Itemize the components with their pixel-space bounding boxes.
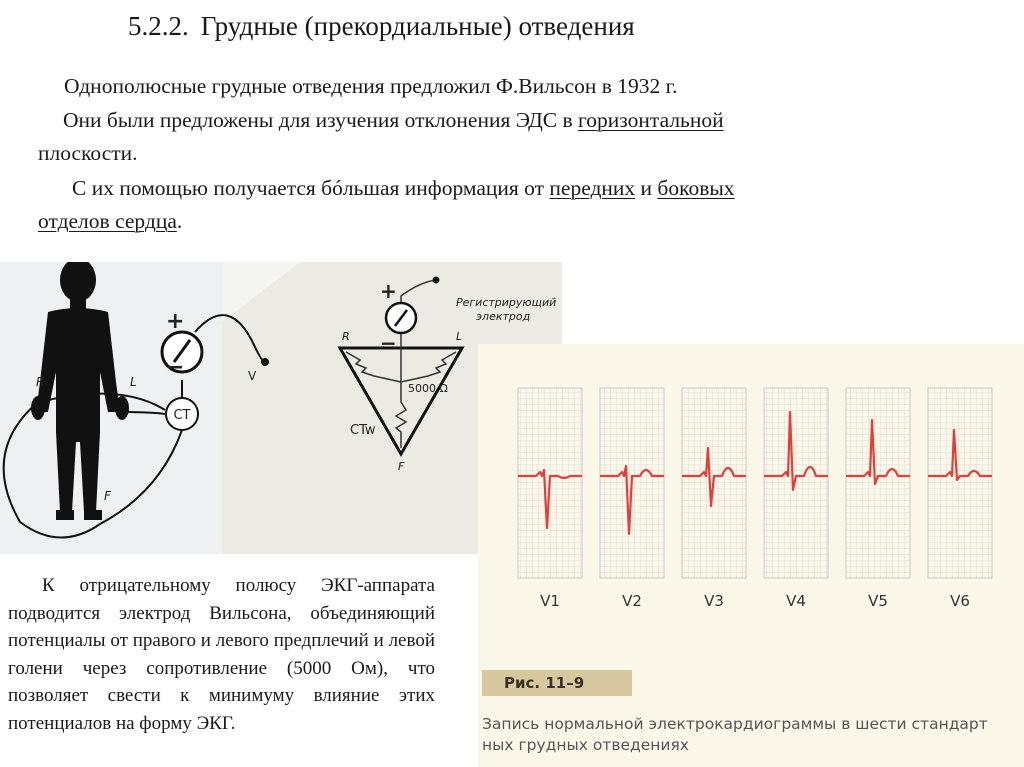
intro-line-2-start: Они были предложены для изучения отклонения ЭДС в <box>63 108 579 132</box>
ecg-strips <box>518 388 992 610</box>
ecg-grid-v5 <box>846 388 910 578</box>
lead-label-v4: V4 <box>786 592 806 610</box>
term-horizontal: горизонтальной <box>578 108 724 132</box>
intro-line-3-start: С их помощью получается бóльшая информация от <box>72 176 550 200</box>
figure-caption-line-2: ных грудных отведениях <box>482 736 689 754</box>
electrode-label-2: электрод <box>476 310 531 323</box>
minus-sign-right: − <box>380 331 397 355</box>
ecg-strips-svg <box>478 344 1024 664</box>
figure-caption-line-1: Запись нормальной электрокардиограммы в шести стандарт <box>482 715 988 733</box>
figure-caption <box>482 714 1024 756</box>
section-number: 5.2.2. <box>128 11 189 41</box>
lead-label-v1: V1 <box>540 592 560 610</box>
intro-line-2-end: плоскости. <box>38 141 138 165</box>
f-label-right: F <box>398 460 405 473</box>
electrode-label-1: Регистрирующий <box>456 296 557 309</box>
ecg-figure <box>478 344 1024 767</box>
slide-title <box>128 8 635 44</box>
intro-line-3-mid: и <box>635 176 658 200</box>
plus-sign-right: + <box>380 279 397 303</box>
wilson-caption-text: К отрицательному полюсу ЭКГ-аппарата подводится электрод Вильсона, объединяющий потенциалы от правого и левого предплечий и левой голени через сопротивление (5000 Ом), что позволяет свести к минимуму влияние этих потенциалов на форму ЭКГ. <box>8 575 435 734</box>
lead-label-v3: V3 <box>704 592 724 610</box>
r-label-left: R <box>36 375 45 389</box>
paper-fold <box>222 262 300 322</box>
ecg-grid-v6 <box>928 388 992 578</box>
plus-sign-left: + <box>166 309 185 334</box>
section-title: Грудные (прекордиальные) отведения <box>200 11 635 41</box>
intro-paragraph-2 <box>38 104 968 170</box>
resistance-label: 5000 Ω <box>408 382 448 395</box>
term-lateral: боковых <box>657 176 735 200</box>
l-label-right: L <box>456 330 463 343</box>
intro-line-1: Однополюсные грудные отведения предложил Ф.Вильсон в 1932 г. <box>64 74 678 98</box>
term-anterior: передних <box>549 176 636 200</box>
ct-label: CT <box>173 408 191 423</box>
intro-line-3-end: . <box>176 209 183 233</box>
figure-number: Рис. 11–9 <box>482 670 632 696</box>
lead-label-v5: V5 <box>868 592 888 610</box>
intro-paragraph-3 <box>38 172 968 238</box>
recording-electrode <box>433 277 440 284</box>
limb-wires <box>4 315 265 537</box>
v-label: V <box>248 369 257 383</box>
lead-label-v6: V6 <box>950 592 970 610</box>
body-silhouette <box>31 262 129 520</box>
lead-label-v2: V2 <box>622 592 642 610</box>
l-label-left: L <box>130 375 137 389</box>
ecg-grid-v4 <box>764 388 828 578</box>
r-label-right: R <box>342 330 350 343</box>
term-heart-parts: отделов сердца <box>38 209 177 233</box>
ctw-label: CTw <box>350 423 376 438</box>
minus-sign-left: − <box>166 355 185 380</box>
v-electrode <box>261 358 269 366</box>
f-label-left: F <box>104 489 111 503</box>
wilson-caption <box>8 572 435 737</box>
